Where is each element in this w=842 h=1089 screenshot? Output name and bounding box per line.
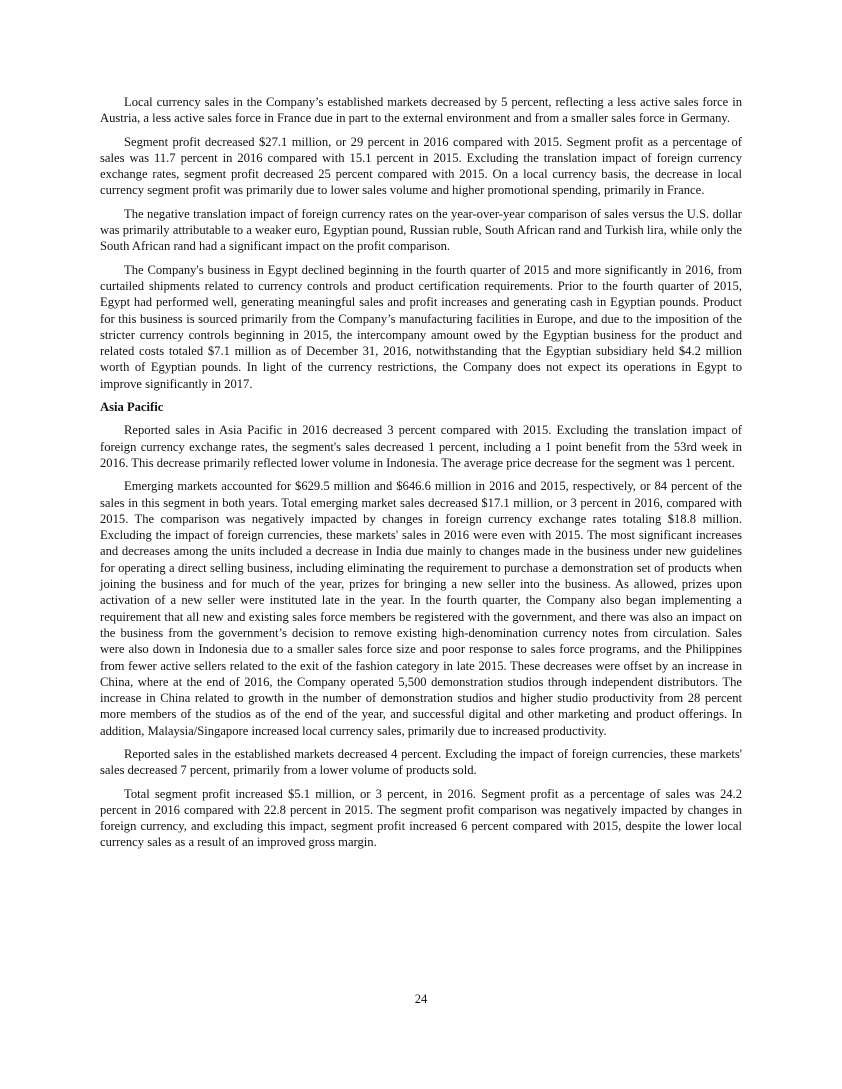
paragraph-segment-profit-europe: Segment profit decreased $27.1 million, or 29 percent in 2016 compared with 2015. Segment profit as a percentage of sales was 11.7 percent in 2016 compared with 15.1 percent in 2015. Excluding the translation impact of foreign currency exchange rates, segment profit decreased 25 percent compared with 2015. On a local currency basis, the decrease in local currency segment profit was primarily due to lower sales volume and higher promotional spending, primarily in France. [100,134,742,198]
document-body [100,94,742,858]
page-number: 24 [414,992,428,1006]
paragraph-established-markets-asia: Reported sales in the established markets decreased 4 percent. Excluding the impact of foreign currencies, these markets' sales decreased 7 percent, primarily from a lower volume of products sold. [100,746,742,778]
paragraph-segment-profit-asia: Total segment profit increased $5.1 million, or 3 percent, in 2016. Segment profit as a percentage of sales was 24.2 percent in 2016 compared with 22.8 percent in 2015. The segment profit comparison was negatively impacted by changes in foreign currency, and excluding this impact, segment profit increased 6 percent compared with 2015, despite the lower local currency sales as a result of an improved gross margin. [100,786,742,850]
paragraph-translation-impact: The negative translation impact of foreign currency rates on the year-over-year comparison of sales versus the U.S. dollar was primarily attributable to a weaker euro, Egyptian pound, Russian ruble, South African rand and Turkish lira, while only the South African rand had a significant impact on the profit comparison. [100,206,742,254]
section-heading-asia-pacific: Asia Pacific [100,400,164,415]
paragraph-asia-pacific-sales: Reported sales in Asia Pacific in 2016 decreased 3 percent compared with 2015. Excluding the translation impact of foreign currency exchange rates, the segment's sales decreased 1 percent, including a 1 point benefit from the 53rd week in 2016. This decrease primarily reflected lower volume in Indonesia. The average price decrease for the segment was 1 percent. [100,423,742,470]
paragraph-egypt-business: The Company's business in Egypt declined beginning in the fourth quarter of 2015 and more significantly in 2016, from curtailed shipments related to currency controls and product certification requirements. Prior to the fourth quarter of 2015, Egypt had performed well, generating meaningful sales and profit increases and generating cash in Egyptian pounds. Product for this business is sourced primarily from the Company’s manufacturing facilities in Europe, and due to the imposition of the stricter currency controls beginning in 2015, the intercompany amount owed by the Egyptian business for the product and related costs totaled $7.1 million as of December 31, 2016, notwithstanding that the Egyptian subsidiary held $4.2 million worth of Egyptian pounds. In light of the currency restrictions, the Company does not expect its operations in Egypt to improve significantly in 2017. [100,262,742,391]
paragraph-established-markets-sales: Local currency sales in the Company’s established markets decreased by 5 percent, reflecting a less active sales force in Austria, a less active sales force in France due in part to the external environment and from a smaller sales force in Germany. [100,95,742,126]
paragraph-emerging-markets: Emerging markets accounted for $629.5 million and $646.6 million in 2016 and 2015, respectively, or 84 percent of the sales in this segment in both years. Total emerging market sales decreased $17.1 million, or 3 percent in 2016, compared with 2015. The comparison was negatively impacted by changes in foreign currency exchange rates totaling $18.8 million. Excluding the impact of foreign currencies, these markets' sales in 2016 were even with 2015. The most significant increases and decreases among the units included a decrease in India due mainly to changes made in the business under new guidelines for operating a direct selling business, including eliminating the requirement to purchase a demonstration set of products when joining the business and for much of the year, prizes for bringing a new seller into the business. As allowed, prizes upon activation of a new seller were instituted late in the year. In the fourth quarter, the Company also began implementing a requirement that all new and existing sales force members be registered with the government, and there was also an impact on the business from the government’s decision to remove existing high-denomination currency notes from circulation. Sales were also down in Indonesia due to a smaller sales force size and poor response to sales force programs, and the Philippines from fewer active sellers related to the exit of the fashion category in late 2015. These decreases were offset by an increase in China, where at the end of 2016, the Company operated 5,500 demonstration studios through independent distributors. The increase in China related to growth in the number of demonstration studios and higher studio productivity from 28 percent more members of the studios as of the end of the year, and successful digital and other marketing and product offerings. In addition, Malaysia/Singapore increased local currency sales, primarily due to increased productivity. [100,479,742,738]
